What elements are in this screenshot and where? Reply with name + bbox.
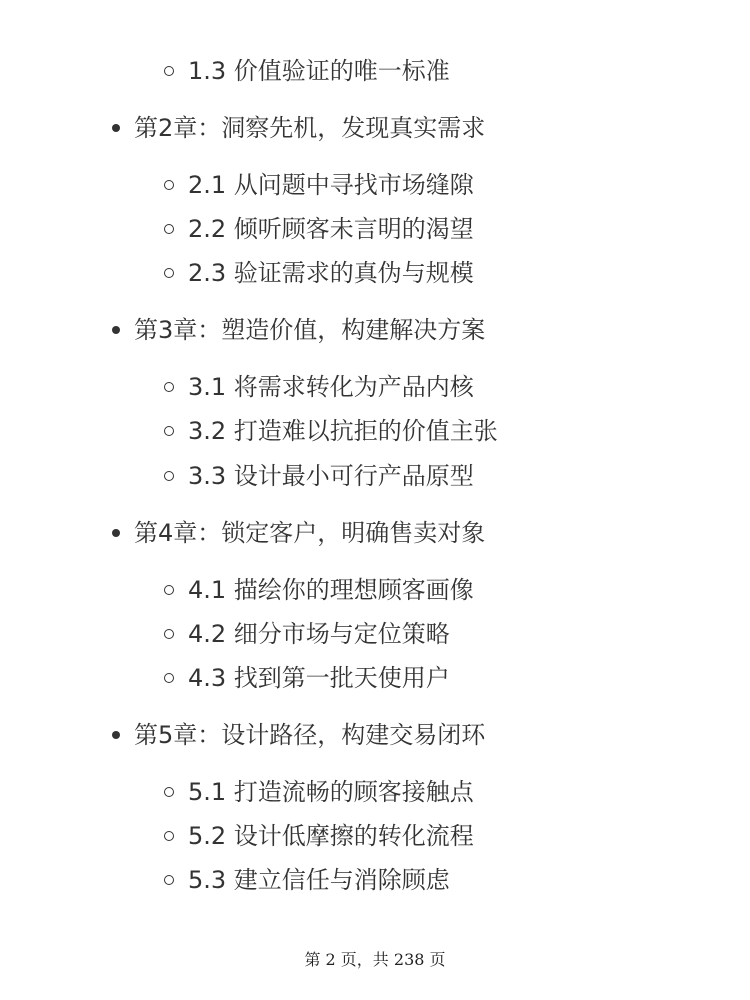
section-bullet-icon	[164, 787, 174, 797]
section-bullet-icon	[164, 268, 174, 278]
section-bullet-icon	[164, 831, 174, 841]
toc-section-item[interactable]: 3.1 将需求转化为产品内核	[188, 373, 474, 401]
section-bullet-icon	[164, 382, 174, 392]
toc-section-item[interactable]: 4.2 细分市场与定位策略	[188, 620, 450, 648]
chapter-bullet-icon	[112, 731, 120, 739]
section-bullet-icon	[164, 673, 174, 683]
toc-section-item[interactable]: 1.3 价值验证的唯一标准	[188, 57, 450, 85]
page-footer: 第 2 页，共 238 页	[304, 950, 446, 969]
chapter-bullet-icon	[112, 529, 120, 537]
toc-section-item[interactable]: 3.2 打造难以抗拒的价值主张	[188, 417, 498, 445]
section-bullet-icon	[164, 629, 174, 639]
toc-section-item[interactable]: 5.1 打造流畅的顾客接触点	[188, 778, 474, 806]
toc-chapter-item[interactable]: 第3章：塑造价值，构建解决方案	[134, 316, 486, 344]
chapter-bullet-icon	[112, 326, 120, 334]
chapter-bullet-icon	[112, 124, 120, 132]
section-bullet-icon	[164, 224, 174, 234]
section-bullet-icon	[164, 875, 174, 885]
toc-section-item[interactable]: 5.2 设计低摩擦的转化流程	[188, 822, 474, 850]
toc-section-item[interactable]: 2.3 验证需求的真伪与规模	[188, 259, 474, 287]
section-bullet-icon	[164, 585, 174, 595]
toc-section-item[interactable]: 2.1 从问题中寻找市场缝隙	[188, 171, 474, 199]
toc-section-item[interactable]: 5.3 建立信任与消除顾虑	[188, 866, 450, 894]
section-bullet-icon	[164, 426, 174, 436]
section-bullet-icon	[164, 180, 174, 190]
toc-chapter-item[interactable]: 第5章：设计路径，构建交易闭环	[134, 721, 486, 749]
section-bullet-icon	[164, 471, 174, 481]
toc-section-item[interactable]: 2.2 倾听顾客未言明的渴望	[188, 215, 474, 243]
toc-chapter-item[interactable]: 第2章：洞察先机，发现真实需求	[134, 114, 486, 142]
toc-section-item[interactable]: 4.3 找到第一批天使用户	[188, 664, 450, 692]
toc-chapter-item[interactable]: 第4章：锁定客户，明确售卖对象	[134, 519, 486, 547]
toc-section-item[interactable]: 4.1 描绘你的理想顾客画像	[188, 576, 474, 604]
toc-section-item[interactable]: 3.3 设计最小可行产品原型	[188, 462, 474, 490]
section-bullet-icon	[164, 66, 174, 76]
